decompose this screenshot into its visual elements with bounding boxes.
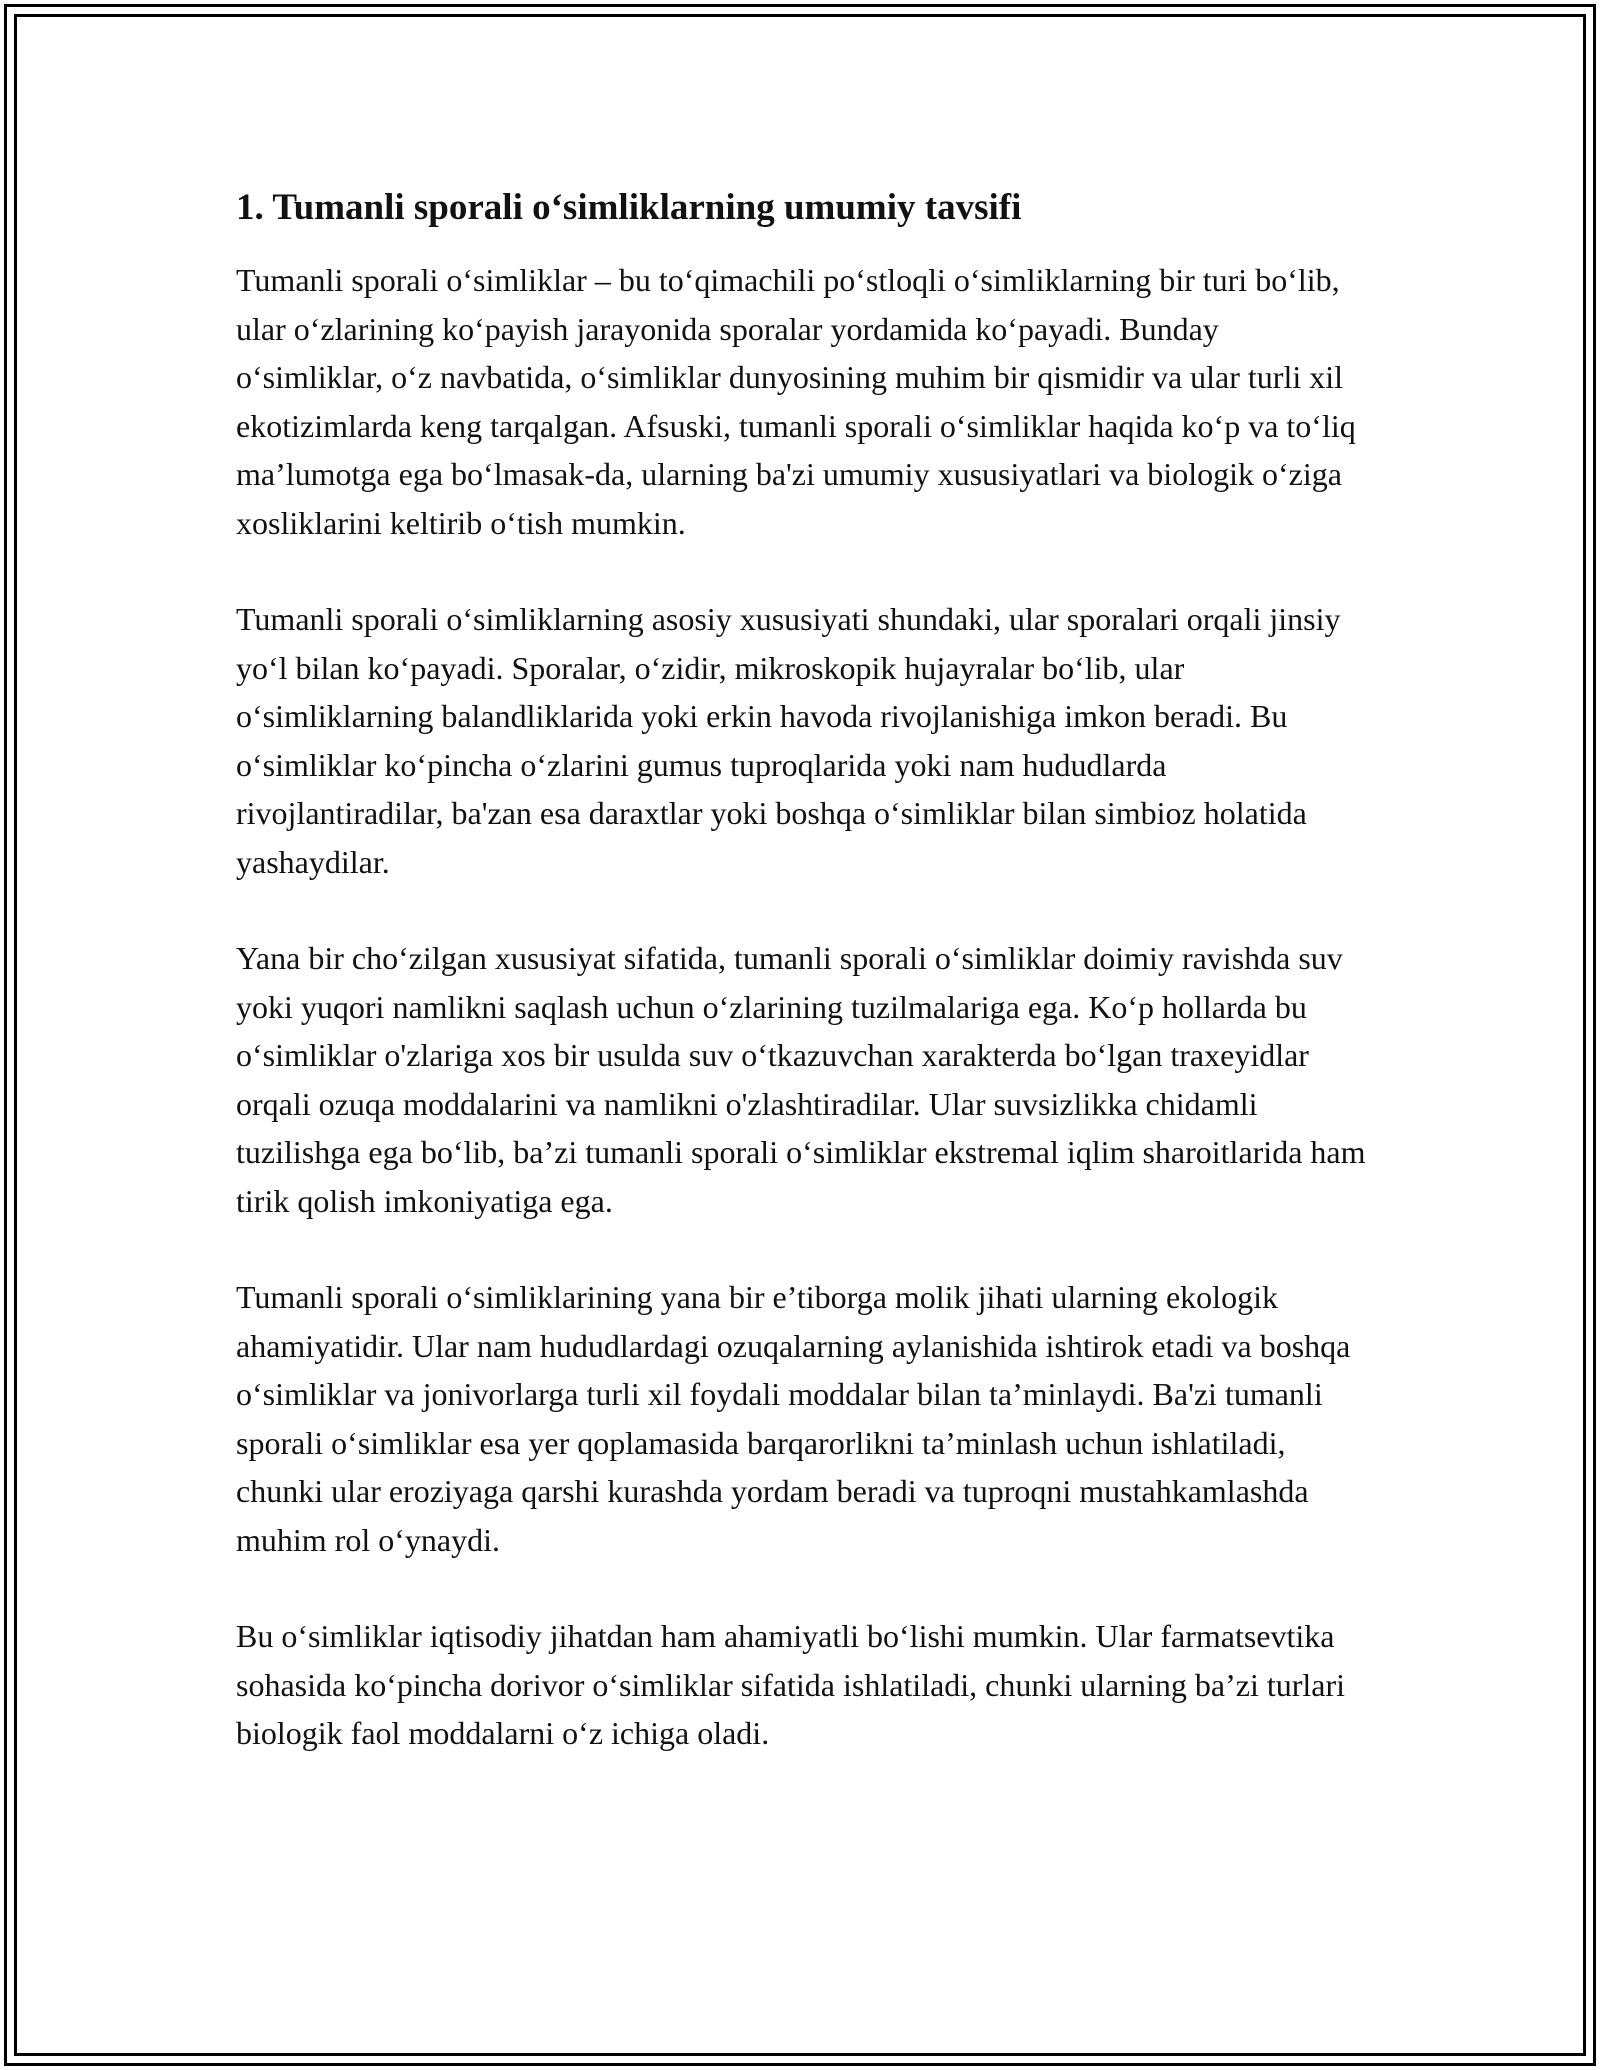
paragraph-2: Tumanli sporali o‘simliklarning asosiy xususiyati shundaki, ular sporalari orqali jinsiy yo‘l bilan ko‘payadi. Sporalar, o‘zidir, mikroskopik hujayralar bo‘lib, ular o‘simliklarning balandliklarida yoki erkin havoda rivojlanishiga imkon beradi. Bu o‘simliklar ko‘pincha o‘zlarini gumus tuproqlarida yoki nam hududlarda rivojlantiradilar, ba'zan esa daraxtlar yoki boshqa o‘simliklar bilan simbioz holatida yashaydilar.	[236, 601, 1341, 880]
section-heading: 1. Tumanli sporali o‘simliklarning umumiy tavsifi	[236, 187, 1022, 228]
paragraph-4: Tumanli sporali o‘simliklarining yana bir e’tiborga molik jihati ularning ekologik ahamiyatidir. Ular nam hududlardagi ozuqalarning aylanishida ishtirok etadi va boshqa o‘simliklar va jonivorlarga turli xil foydali moddalar bilan ta’minlaydi. Ba'zi tumanli sporali o‘simliklar esa yer qoplamasida barqarorlikni ta’minlash uchun ishlatiladi, chunki ular eroziyaga qarshi kurashda yordam beradi va tuproqni mustahkamlashda muhim rol o‘ynaydi.	[236, 1279, 1351, 1558]
paragraph-5: Bu o‘simliklar iqtisodiy jihatdan ham ahamiyatli bo‘lishi mumkin. Ular farmatsevtika sohasida ko‘pincha dorivor o‘simliklar sifatida ishlatiladi, chunki ularning ba’zi turlari biologik faol moddalarni o‘z ichiga oladi.	[236, 1618, 1346, 1752]
paragraph-3: Yana bir cho‘zilgan xususiyat sifatida, tumanli sporali o‘simliklar doimiy ravishda suv yoki yuqori namlikni saqlash uchun o‘zlarining tuzilmalariga ega. Ko‘p hollarda bu o‘simliklar o'zlariga xos bir usulda suv o‘tkazuvchan xarakterda bo‘lgan traxeyidlar orqali ozuqa moddalarini va namlikni o'zlashtiradilar. Ular suvsizlikka chidamli tuzilishga ega bo‘lib, ba’zi tumanli sporali o‘simliklar ekstremal iqlim sharoitlarida ham tirik qolish imkoniyatiga ega.	[236, 940, 1366, 1219]
paragraph-1: Tumanli sporali o‘simliklar – bu to‘qimachili po‘stloqli o‘simliklarning bir turi bo‘lib, ular o‘zlarining ko‘payish jarayonida sporalar yordamida ko‘payadi. Bunday o‘simliklar, o‘z navbatida, o‘simliklar dunyosining muhim bir qismidir va ular turli xil ekotizimlarda keng tarqalgan. Afsuski, tumanli sporali o‘simliklar haqida ko‘p va to‘liq ma’lumotga ega bo‘lmasak-da, ularning ba'zi umumiy xususiyatlari va biologik o‘ziga xosliklarini keltirib o‘tish mumkin.	[236, 262, 1356, 541]
document-body	[236, 186, 1366, 1806]
